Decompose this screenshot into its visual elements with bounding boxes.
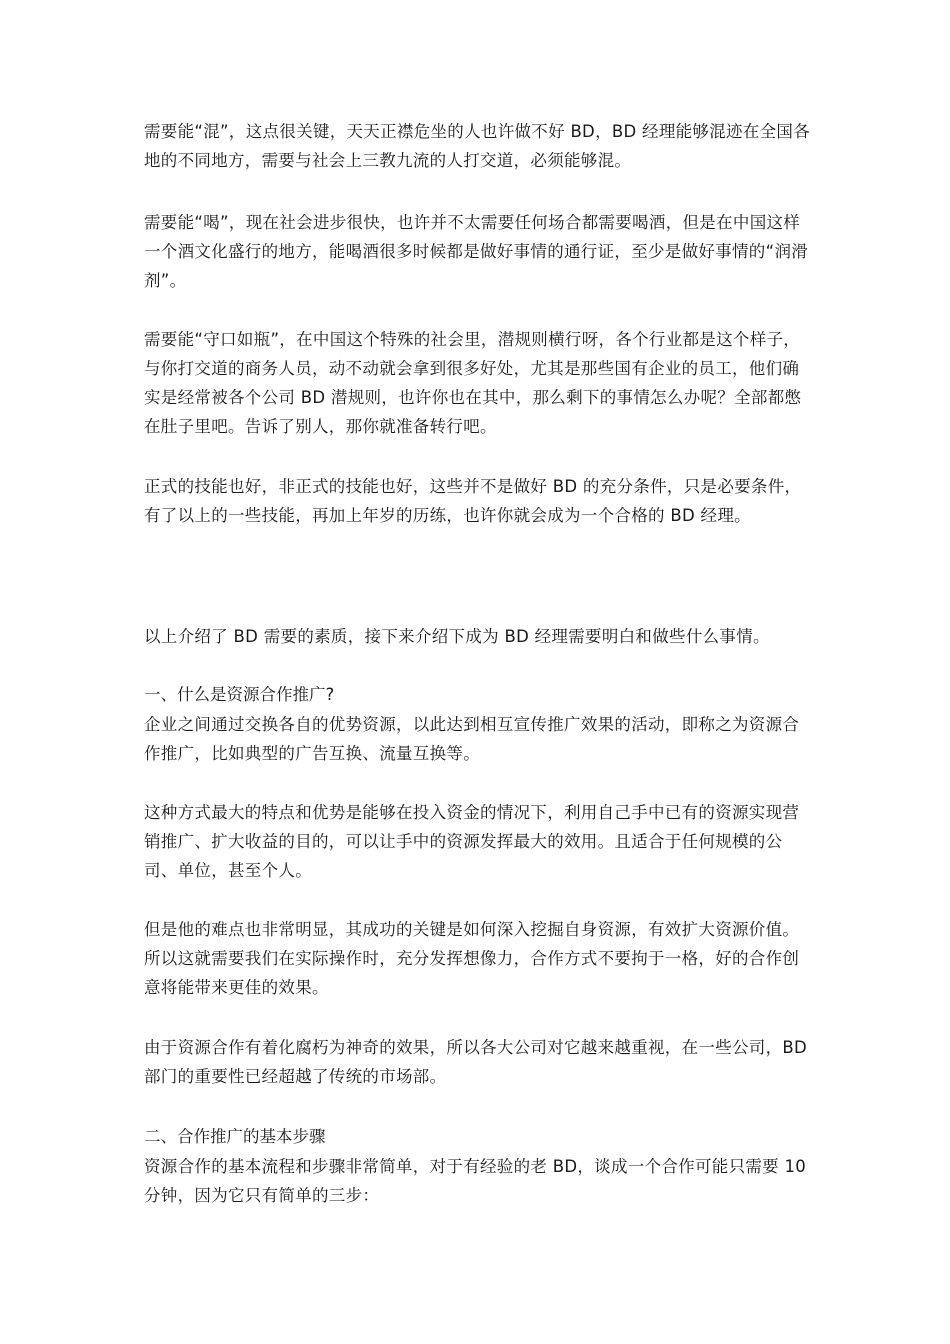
section-heading-1: 一、什么是资源合作推广? [144, 685, 335, 704]
paragraph-skills-summary: 正式的技能也好，非正式的技能也好，这些并不是做好 BD 的充分条件，只是必要条件，有了以上的一些技能，再加上年岁的历练，也许你就会成为一个合格的 BD 经理。 [144, 477, 802, 525]
section1-paragraph-definition: 企业之间通过交换各自的优势资源，以此达到相互宣传推广效果的活动，即称之为资源合作推广，比如典型的广告互换、流量互换等。 [144, 715, 800, 763]
paragraph-secrecy: 需要能“守口如瓶”，在中国这个特殊的社会里，潜规则横行呀，各个行业都是这个样子，与你打交道的商务人员，动不动就会拿到很多好处，尤其是那些国有企业的员工，他们确实是经常被各个公司 BD 潜规则，也许你也在其中，那么剩下的事情怎么办呢？全部都憋在肚子里吧。告诉了别人，那你就准备转行吧。 [144, 330, 802, 436]
section1-paragraph-difficulty: 但是他的难点也非常明显，其成功的关键是如何深入挖掘自身资源，有效扩大资源价值。所以这就需要我们在实际操作时，充分发挥想像力，合作方式不要拘于一格，好的合作创意将能带来更佳的效果。 [144, 920, 800, 997]
section-heading-2: 二、合作推广的基本步骤 [144, 1127, 326, 1146]
section1-paragraph-advantages: 这种方式最大的特点和优势是能够在投入资金的情况下，利用自己手中已有的资源实现营销推广、扩大收益的目的，可以让手中的资源发挥最大的效用。且适合于任何规模的公司、单位，甚至个人。 [144, 803, 800, 880]
section2-paragraph-steps: 资源合作的基本流程和步骤非常简单，对于有经验的老 BD，谈成一个合作可能只需要 10 分钟，因为它只有简单的三步： [144, 1157, 807, 1205]
section1-paragraph-importance: 由于资源合作有着化腐朽为神奇的效果，所以各大公司对它越来越重视，在一些公司，BD 部门的重要性已经超越了传统的市场部。 [144, 1038, 808, 1086]
paragraph-drink: 需要能“喝”，现在社会进步很快，也许并不太需要任何场合都需要喝酒，但是在中国这样一个酒文化盛行的地方，能喝酒很多时候都是做好事情的通行证，至少是做好事情的“润滑剂”。 [144, 213, 809, 290]
paragraph-intro-next: 以上介绍了 BD 需要的素质，接下来介绍下成为 BD 经理需要明白和做些什么事情。 [144, 627, 770, 646]
paragraph-mix: 需要能“混”，这点很关键，天天正襟危坐的人也许做不好 BD，BD 经理能够混迹在全国各地的不同地方，需要与社会上三教九流的人打交道，必须能够混。 [144, 122, 811, 170]
